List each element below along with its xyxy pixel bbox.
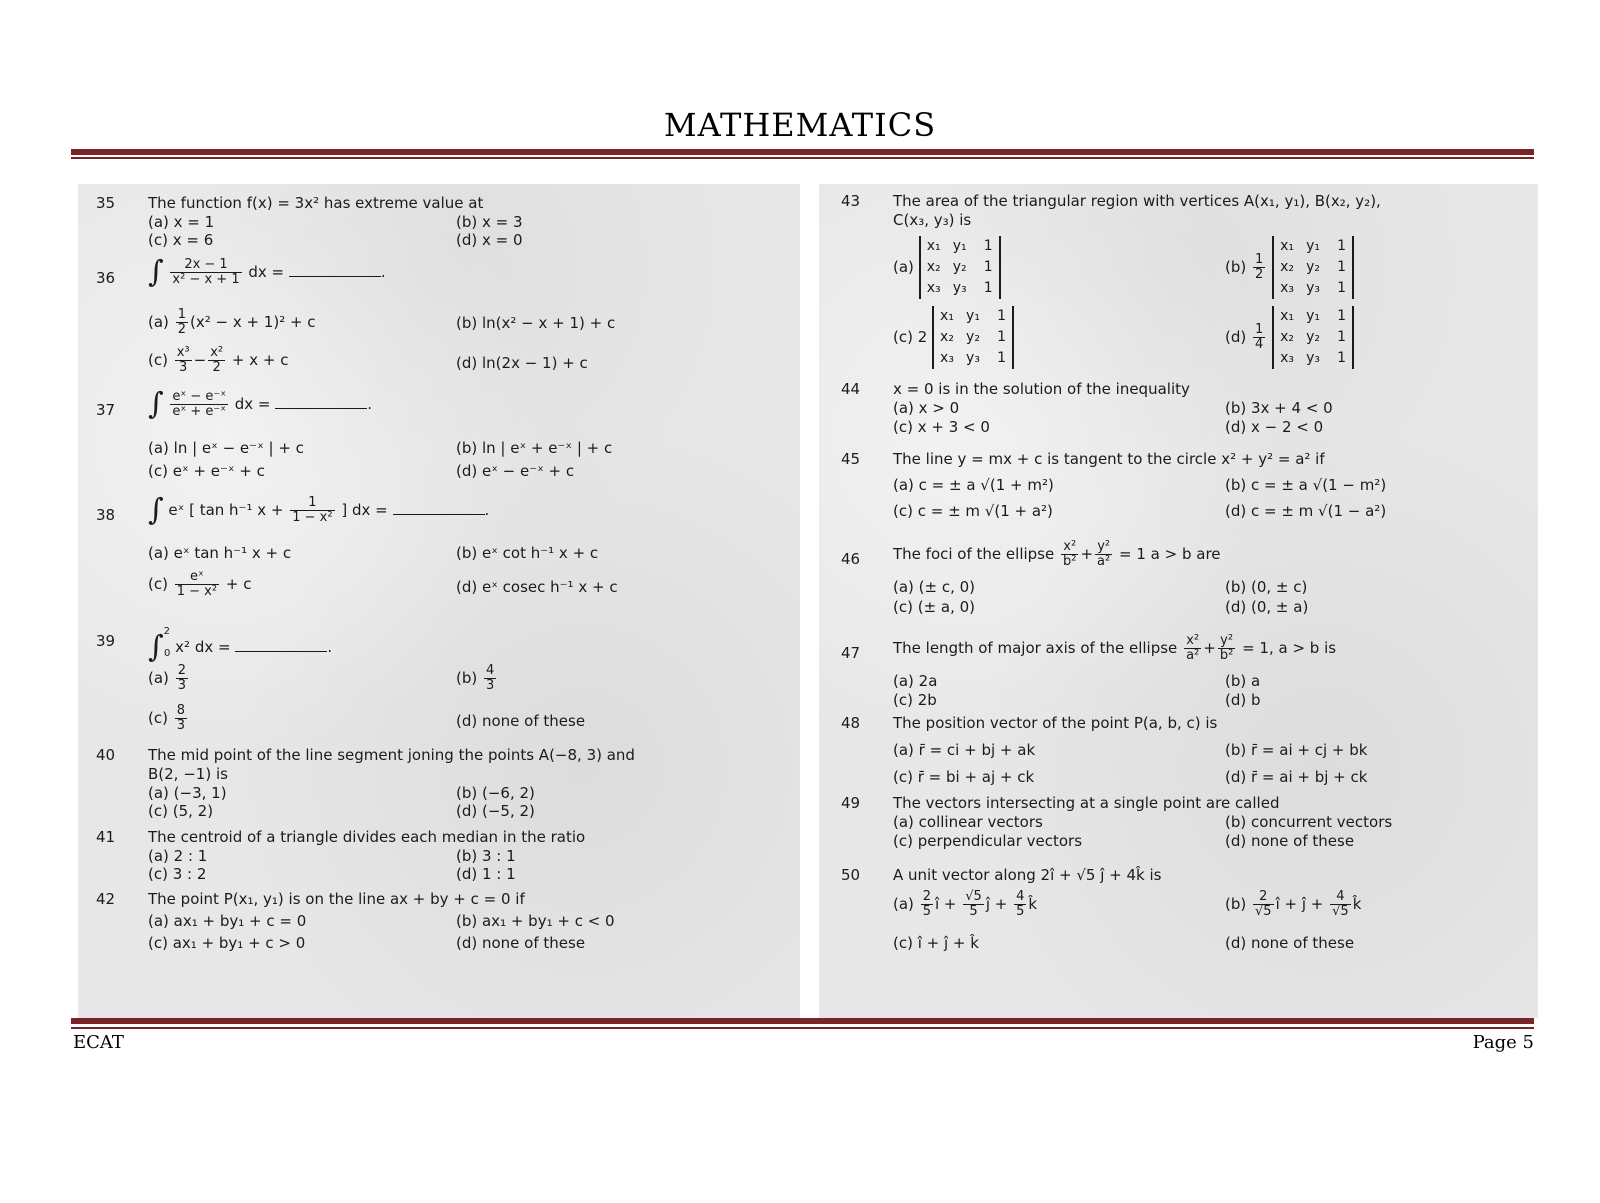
option-a: (a) eˣ tan h⁻¹ x + c <box>148 544 292 562</box>
option-a: (a) x = 1 <box>148 213 215 231</box>
header-rule-thick <box>71 149 1534 155</box>
option-a: (a) 2a <box>893 672 938 690</box>
option-d: (d) r̄ = ai + bj + ck <box>1225 768 1368 786</box>
question-number: 40 <box>96 746 116 764</box>
footer-page-number: Page 5 <box>1472 1032 1534 1053</box>
option-b: (b) (−6, 2) <box>456 784 535 802</box>
option-c: (c) $\frac{\text{x³}}{3}$ − $\frac{\text{x²}}{2}$ + x + c <box>148 345 289 375</box>
option-d: (d) ln(2x − 1) + c <box>456 354 588 372</box>
option-d: (d) x = 0 <box>456 231 523 249</box>
option-d: (d) none of these <box>1225 832 1355 850</box>
question-number: 46 <box>841 550 861 568</box>
question-stem: The position vector of the point P(a, b, c) is <box>893 714 1218 732</box>
option-c: (c) 2b <box>893 691 937 709</box>
option-b: (b) (0, ± c) <box>1225 578 1308 596</box>
option-a: (a) (± c, 0) <box>893 578 976 596</box>
question-stem: The length of major axis of the ellipse $\frac{\text{x²}}{\text{a²}}$ + $\frac{\text{y²}}{\text{b²}}$ = 1, a > b is <box>893 633 1337 663</box>
option-b: (b) ax₁ + by₁ + c < 0 <box>456 912 615 930</box>
option-a: (a) r̄ = ci + bj + ak <box>893 741 1036 759</box>
option-c: (c) (5, 2) <box>148 802 214 820</box>
footer-exam-name: ECAT <box>73 1032 124 1053</box>
determinant: x₁ y₁ 1 x₂ y₂ 1 x₃ y₃ 1 <box>1272 306 1354 369</box>
question-stem: The function f(x) = 3x² has extreme value at <box>148 194 484 212</box>
option-c: (c) c = ± m √(1 + a²) <box>893 502 1053 520</box>
question-number: 39 <box>96 632 116 650</box>
question-stem: A unit vector along 2î + √5 ĵ + 4k̂ is <box>893 866 1162 884</box>
answer-blank <box>235 650 327 652</box>
question-number: 38 <box>96 506 116 524</box>
option-d: (d) b <box>1225 691 1261 709</box>
option-a: (a) $\frac{2}{5}$ î + $\frac{√5}{5}$ ĵ + $\frac{4}{5}$ k̂ <box>893 889 1038 919</box>
footer-rule-thin <box>71 1027 1534 1029</box>
question-number: 35 <box>96 194 116 212</box>
question-number: 37 <box>96 401 116 419</box>
option-a: (a) x > 0 <box>893 399 960 417</box>
option-a: (a) $\frac{1}{2}$ (x² − x + 1)² + c <box>148 307 316 337</box>
option-c: (c) $\frac{8}{3}$ <box>148 703 186 733</box>
question-stem: The point P(x₁, y₁) is on the line ax + by + c = 0 if <box>148 890 525 908</box>
question-number: 36 <box>96 269 116 287</box>
question-number: 49 <box>841 794 861 812</box>
option-c: (c) 2 x₁ y₁ 1 x₂ y₂ 1 x₃ y₃ 1 <box>893 306 1014 369</box>
integral-sign: ∫ <box>148 254 164 290</box>
option-d: (d) $\frac{1}{4}$ x₁ y₁ 1 x₂ y₂ 1 x₃ y₃ 1 <box>1225 306 1354 369</box>
question-stem: The vectors intersecting at a single point are called <box>893 794 1280 812</box>
option-a: (a) collinear vectors <box>893 813 1043 831</box>
answer-blank <box>393 513 485 515</box>
integral-sign: ∫ <box>148 629 164 665</box>
option-c: (c) eˣ + e⁻ˣ + c <box>148 462 265 480</box>
option-b: (b) ln(x² − x + 1) + c <box>456 314 616 332</box>
option-b: (b) concurrent vectors <box>1225 813 1393 831</box>
question-stem: The foci of the ellipse $\frac{\text{x²}}{\text{b²}}$ + $\frac{\text{y²}}{\text{a²}}$ = 1 a > b are <box>893 539 1221 569</box>
option-d: (d) eˣ − e⁻ˣ + c <box>456 462 575 480</box>
question-stem: The centroid of a triangle divides each median in the ratio <box>148 828 586 846</box>
option-d: (d) c = ± m √(1 − a²) <box>1225 502 1387 520</box>
question-stem: ∫ $\frac{2x - 1}{\text{x² − x + 1}}$ dx = . <box>148 254 386 290</box>
option-a: (a) c = ± a √(1 + m²) <box>893 476 1054 494</box>
answer-blank <box>289 275 381 277</box>
option-d: (d) 1 : 1 <box>456 865 516 883</box>
determinant: x₁ y₁ 1 x₂ y₂ 1 x₃ y₃ 1 <box>932 306 1014 369</box>
option-b: (b) 3 : 1 <box>456 847 516 865</box>
question-number: 41 <box>96 828 116 846</box>
option-c: (c) ax₁ + by₁ + c > 0 <box>148 934 306 952</box>
option-d: (d) (0, ± a) <box>1225 598 1309 616</box>
option-b: (b) a <box>1225 672 1261 690</box>
option-b: (b) r̄ = ai + cj + bk <box>1225 741 1368 759</box>
option-c: (c) 3 : 2 <box>148 865 207 883</box>
integral-sign: ∫ <box>148 492 164 528</box>
question-number: 42 <box>96 890 116 908</box>
option-b: (b) ln | eˣ + e⁻ˣ | + c <box>456 439 613 457</box>
option-b: (b) c = ± a √(1 − m²) <box>1225 476 1387 494</box>
option-a: (a) ln | eˣ − e⁻ˣ | + c <box>148 439 304 457</box>
stem-fraction: $\frac{2x - 1}{\text{x² − x + 1}}$ <box>172 257 240 287</box>
option-d: (d) (−5, 2) <box>456 802 535 820</box>
option-d: (d) none of these <box>456 934 586 952</box>
option-c: (c) î + ĵ + k̂ <box>893 934 979 952</box>
question-stem: The area of the triangular region with vertices A(x₁, y₁), B(x₂, y₂), C(x₃, y₃) is <box>893 192 1381 229</box>
page-title: MATHEMATICS <box>663 106 937 144</box>
footer-rule-thick <box>71 1018 1534 1024</box>
question-number: 43 <box>841 192 861 210</box>
question-number: 50 <box>841 866 861 884</box>
option-a: (a) x₁ y₁ 1 x₂ y₂ 1 x₃ y₃ 1 <box>893 236 1001 299</box>
question-stem: The mid point of the line segment joning the points A(−8, 3) and B(2, −1) is <box>148 746 635 783</box>
option-a: (a) $\frac{2}{3}$ <box>148 663 186 693</box>
option-c: (c) x + 3 < 0 <box>893 418 990 436</box>
option-b: (b) $\frac{4}{3}$ <box>456 663 495 693</box>
answer-blank <box>275 407 367 409</box>
option-b: (b) 3x + 4 < 0 <box>1225 399 1333 417</box>
header-rule-thin <box>71 157 1534 159</box>
question-number: 47 <box>841 644 861 662</box>
question-number: 44 <box>841 380 861 398</box>
option-d: (d) none of these <box>1225 934 1355 952</box>
option-a: (a) 2 : 1 <box>148 847 208 865</box>
option-a: (a) ax₁ + by₁ + c = 0 <box>148 912 307 930</box>
option-c: (c) perpendicular vectors <box>893 832 1083 850</box>
option-d: (d) none of these <box>456 712 586 730</box>
question-stem: ∫ eˣ [ tan h⁻¹ x + $\frac{1}{\text{1 − x²}}$ ] dx = . <box>148 492 490 528</box>
option-b: (b) x = 3 <box>456 213 523 231</box>
option-c: (c) x = 6 <box>148 231 214 249</box>
scanned-panel-right <box>819 184 1538 1018</box>
option-d: (d) x − 2 < 0 <box>1225 418 1324 436</box>
question-stem: ∫$^2_0$ x² dx = . <box>148 626 333 665</box>
option-c: (c) r̄ = bi + aj + ck <box>893 768 1035 786</box>
question-number: 48 <box>841 714 861 732</box>
option-d: (d) eˣ cosec h⁻¹ x + c <box>456 578 618 596</box>
determinant: x₁ y₁ 1 x₂ y₂ 1 x₃ y₃ 1 <box>919 236 1001 299</box>
option-b: (b) $\frac{2}{√5}$ î + ĵ + $\frac{4}{√5}$ k̂ <box>1225 889 1362 919</box>
option-b: (b) eˣ cot h⁻¹ x + c <box>456 544 599 562</box>
option-c: (c) (± a, 0) <box>893 598 976 616</box>
integral-sign: ∫ <box>148 386 164 422</box>
option-c: (c) $\frac{\text{eˣ}}{\text{1 − x²}}$ + c <box>148 569 252 599</box>
question-stem: x = 0 is in the solution of the inequality <box>893 380 1190 398</box>
scanned-panel-left <box>78 184 800 1018</box>
determinant: x₁ y₁ 1 x₂ y₂ 1 x₃ y₃ 1 <box>1272 236 1354 299</box>
question-stem: The line y = mx + c is tangent to the circle x² + y² = a² if <box>893 450 1325 468</box>
question-stem: ∫ $\frac{\text{eˣ − e⁻ˣ}}{\text{eˣ + e⁻ˣ}}$ dx = . <box>148 386 373 422</box>
question-number: 45 <box>841 450 861 468</box>
option-a: (a) (−3, 1) <box>148 784 227 802</box>
option-b: (b) $\frac{1}{2}$ x₁ y₁ 1 x₂ y₂ 1 x₃ y₃ 1 <box>1225 236 1354 299</box>
